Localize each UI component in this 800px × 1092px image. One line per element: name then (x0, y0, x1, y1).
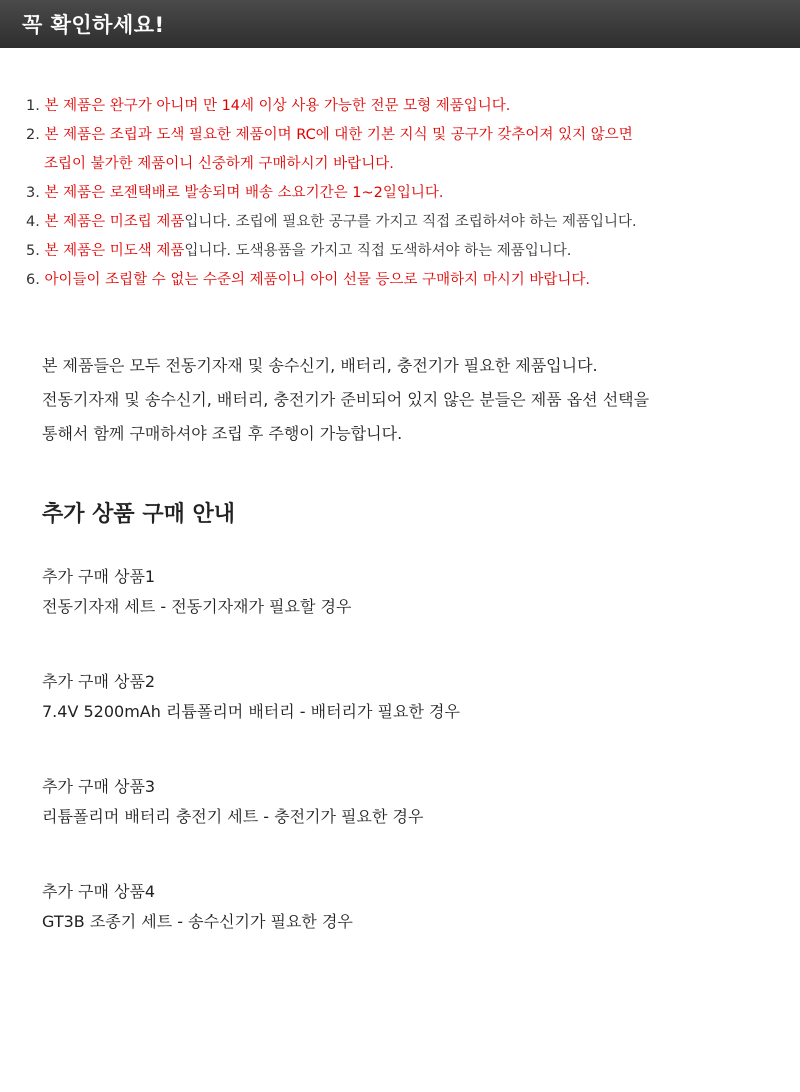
notice-number: 3. (26, 185, 40, 201)
additional-products-list (42, 562, 800, 937)
notice-number: 2. (26, 127, 40, 143)
notice-item-1 (26, 92, 800, 121)
product-description: 리튬폴리머 배터리 충전기 세트 - 충전기가 필요한 경우 (42, 807, 424, 826)
additional-product-4 (42, 877, 800, 937)
notice-item-6 (26, 266, 800, 295)
notice-list (26, 92, 800, 295)
notice-text-red: 아이들이 조립할 수 없는 수준의 제품이니 아이 선물 등으로 구매하지 마시기 바랍니다. (44, 272, 591, 288)
notice-number: 5. (26, 243, 40, 259)
notice-item-3 (26, 179, 800, 208)
notice-number: 1. (26, 98, 40, 114)
additional-product-2 (42, 667, 800, 727)
intro-paragraph (42, 349, 800, 451)
product-description: GT3B 조종기 세트 - 송수신기가 필요한 경우 (42, 912, 353, 931)
additional-product-1 (42, 562, 800, 622)
product-label: 추가 구매 상품1 (42, 567, 156, 586)
notice-text-red: 본 제품은 조립과 도색 필요한 제품이며 RC에 대한 기본 지식 및 공구가 갖추어져 있지 않으면 (44, 127, 633, 143)
notice-item-2 (26, 121, 800, 179)
intro-line: 본 제품들은 모두 전동기자재 및 송수신기, 배터리, 충전기가 필요한 제품입니다. (42, 356, 598, 375)
intro-line: 전동기자재 및 송수신기, 배터리, 충전기가 준비되어 있지 않은 분들은 제품 옵션 선택을 (42, 390, 650, 409)
page-title: 꼭 확인하세요! (22, 13, 165, 37)
notice-text: 입니다. 조립에 필요한 공구를 가지고 직접 조립하셔야 하는 제품입니다. (184, 214, 637, 230)
product-label: 추가 구매 상품3 (42, 777, 156, 796)
section-title: 추가 상품 구매 안내 (42, 502, 235, 527)
notice-number: 6. (26, 272, 40, 288)
notice-item-5 (26, 237, 800, 266)
notice-item-4 (26, 208, 800, 237)
notice-text: 입니다. 도색용품을 가지고 직접 도색하셔야 하는 제품입니다. (184, 243, 572, 259)
product-label: 추가 구매 상품2 (42, 672, 156, 691)
additional-product-3 (42, 772, 800, 832)
notice-text-red: 본 제품은 완구가 아니며 만 14세 이상 사용 가능한 전문 모형 제품입니다. (44, 98, 511, 114)
product-description: 전동기자재 세트 - 전동기자재가 필요할 경우 (42, 597, 352, 616)
notice-text-continued: 조립이 불가한 제품이니 신중하게 구매하시기 바랍니다. (44, 156, 394, 172)
notice-number: 4. (26, 214, 40, 230)
notice-text-red: 본 제품은 미조립 제품 (44, 214, 185, 230)
header-bar (0, 0, 800, 48)
notice-text-red: 본 제품은 로젠택배로 발송되며 배송 소요기간은 1~2일입니다. (44, 185, 444, 201)
notice-text-red: 본 제품은 미도색 제품 (44, 243, 185, 259)
intro-line: 통해서 함께 구매하셔야 조립 후 주행이 가능합니다. (42, 424, 403, 443)
product-description: 7.4V 5200mAh 리튬폴리머 배터리 - 배터리가 필요한 경우 (42, 702, 460, 721)
product-label: 추가 구매 상품4 (42, 882, 156, 901)
